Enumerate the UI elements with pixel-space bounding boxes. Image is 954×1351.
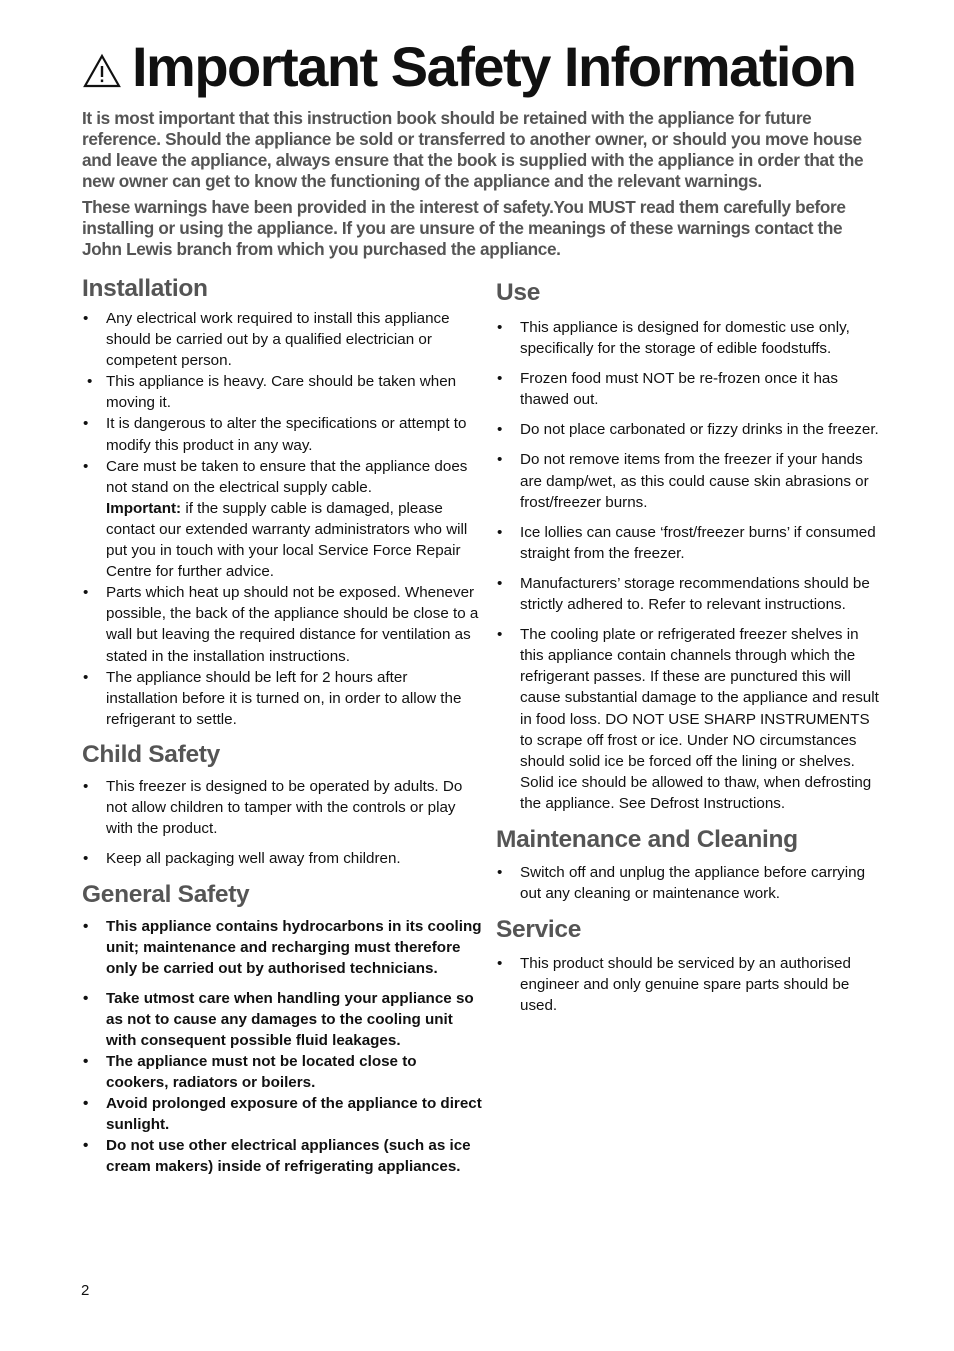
left-column (82, 272, 482, 1177)
right-column (496, 272, 880, 1025)
list-item: • Do not place carbonated or fizzy drinks in the freezer. (497, 421, 879, 439)
list-item: • Ice lollies can cause ‘frost/freezer burns’ if consumed straight from the freezer. (497, 523, 876, 562)
list-item: • Manufacturers’ storage recommendations should be strictly adhered to. Refer to relevant instructions. (497, 574, 870, 614)
list-item: • Avoid prolonged exposure of the appliance to direct sunlight. (83, 1095, 482, 1134)
intro-paragraph-retain-book: It is most important that this instruction book should be retained with the appliance for future reference. Should the appliance be sold or transferred to another owner, or should you move house and leave the appliance, always ensure that the book is supplied with the appliance in order that the new owner can get to know the functioning of the appliance and the relevant warnings. (82, 108, 864, 191)
intro-text (82, 108, 872, 265)
page-number: 2 (81, 1282, 90, 1299)
list-item: • This appliance is heavy. Care should be taken when moving it. (87, 373, 457, 412)
general-safety-list (82, 916, 482, 1177)
list-item: • It is dangerous to alter the specifications or attempt to modify this product in any way. (83, 415, 467, 454)
list-item: • Take utmost care when handling your appliance so as not to cause any damages to the cooling unit with consequent possible fluid leakages. (83, 989, 474, 1049)
page-title-text: Important Safety Information (132, 35, 856, 98)
installation-list (82, 308, 482, 730)
child-safety-heading: Child Safety (82, 740, 220, 768)
intro-paragraph-read-warnings: These warnings have been provided in the interest of safety.You MUST read them carefully before installing or using the appliance. If you are unsure of the meanings of these warnings contact the John Lewis branch from which you purchased the appliance. (82, 197, 846, 259)
list-item: • The appliance should be left for 2 hours after installation before it is turned on, in order to allow the refrigerant to settle. (83, 668, 462, 728)
list-item: • This product should be serviced by an authorised engineer and only genuine spare parts should be used. (497, 955, 851, 1015)
maintenance-list (496, 862, 880, 904)
list-item: • The cooling plate or refrigerated freezer shelves in this appliance contain channels through which the refrigerant passes. If these are punctured this will cause substantial damage to the appliance and result in food loss. DO NOT USE SHARP INSTRUMENTS to scrape off frost or ice. Under NO circumstances should solid ice be forced off the lining or shelves. Solid ice should be allowed to thaw, when defrosting the appliance. See Defrost Instructions. (497, 626, 879, 812)
list-item: • This appliance contains hydrocarbons in its cooling unit; maintenance and recharging must therefore only be carried out by authorised technicians. (83, 918, 482, 978)
list-item: • Parts which heat up should not be exposed. Whenever possible, the back of the appliance should be close to a wall but leaving the required distance for ventilation as stated in the installation instructions. (83, 584, 479, 665)
page-title (82, 34, 855, 100)
service-heading: Service (496, 916, 582, 944)
service-list (496, 953, 880, 1016)
list-item: • Do not use other electrical appliances (such as ice cream makers) inside of refrigerating appliances. (83, 1137, 471, 1176)
list-item: • Keep all packaging well away from children. (83, 850, 401, 868)
maintenance-heading: Maintenance and Cleaning (496, 825, 798, 853)
list-item: • Switch off and unplug the appliance before carrying out any cleaning or maintenance work. (497, 863, 866, 903)
general-safety-heading: General Safety (82, 881, 250, 909)
important-note: if the supply cable is damaged, please contact our extended warranty administrators who will put you in touch with your local Service Force Repair Centre for further advice. (106, 499, 468, 581)
child-safety-list (82, 776, 482, 869)
warning-triangle-icon (82, 53, 122, 89)
list-item: • Any electrical work required to install this appliance should be carried out by a qualified electrician or competent person. (83, 310, 450, 370)
list-item: • This appliance is designed for domestic use only, specifically for the storage of edible foodstuffs. (497, 319, 850, 358)
list-item: • Care must be taken to ensure that the appliance does not stand on the electrical supply cable. Important: if the supply cable is damaged, please contact our extended warranty administrators who will put you in touch with your local Service Force Repair Centre for further advice. (83, 457, 468, 581)
use-list (496, 317, 880, 814)
installation-heading: Installation (82, 275, 208, 302)
list-item: • Frozen food must NOT be re-frozen once it has thawed out. (497, 370, 838, 409)
list-item: • Do not remove items from the freezer if your hands are damp/wet, as this could cause skin abrasions or frost/freezer burns. (497, 451, 869, 511)
important-label: Important: (106, 499, 182, 517)
use-heading: Use (496, 279, 541, 306)
list-item: • The appliance must not be located close to cookers, radiators or boilers. (83, 1052, 417, 1091)
list-item: • This freezer is designed to be operated by adults. Do not allow children to tamper with the controls or play with the product. (83, 777, 463, 838)
